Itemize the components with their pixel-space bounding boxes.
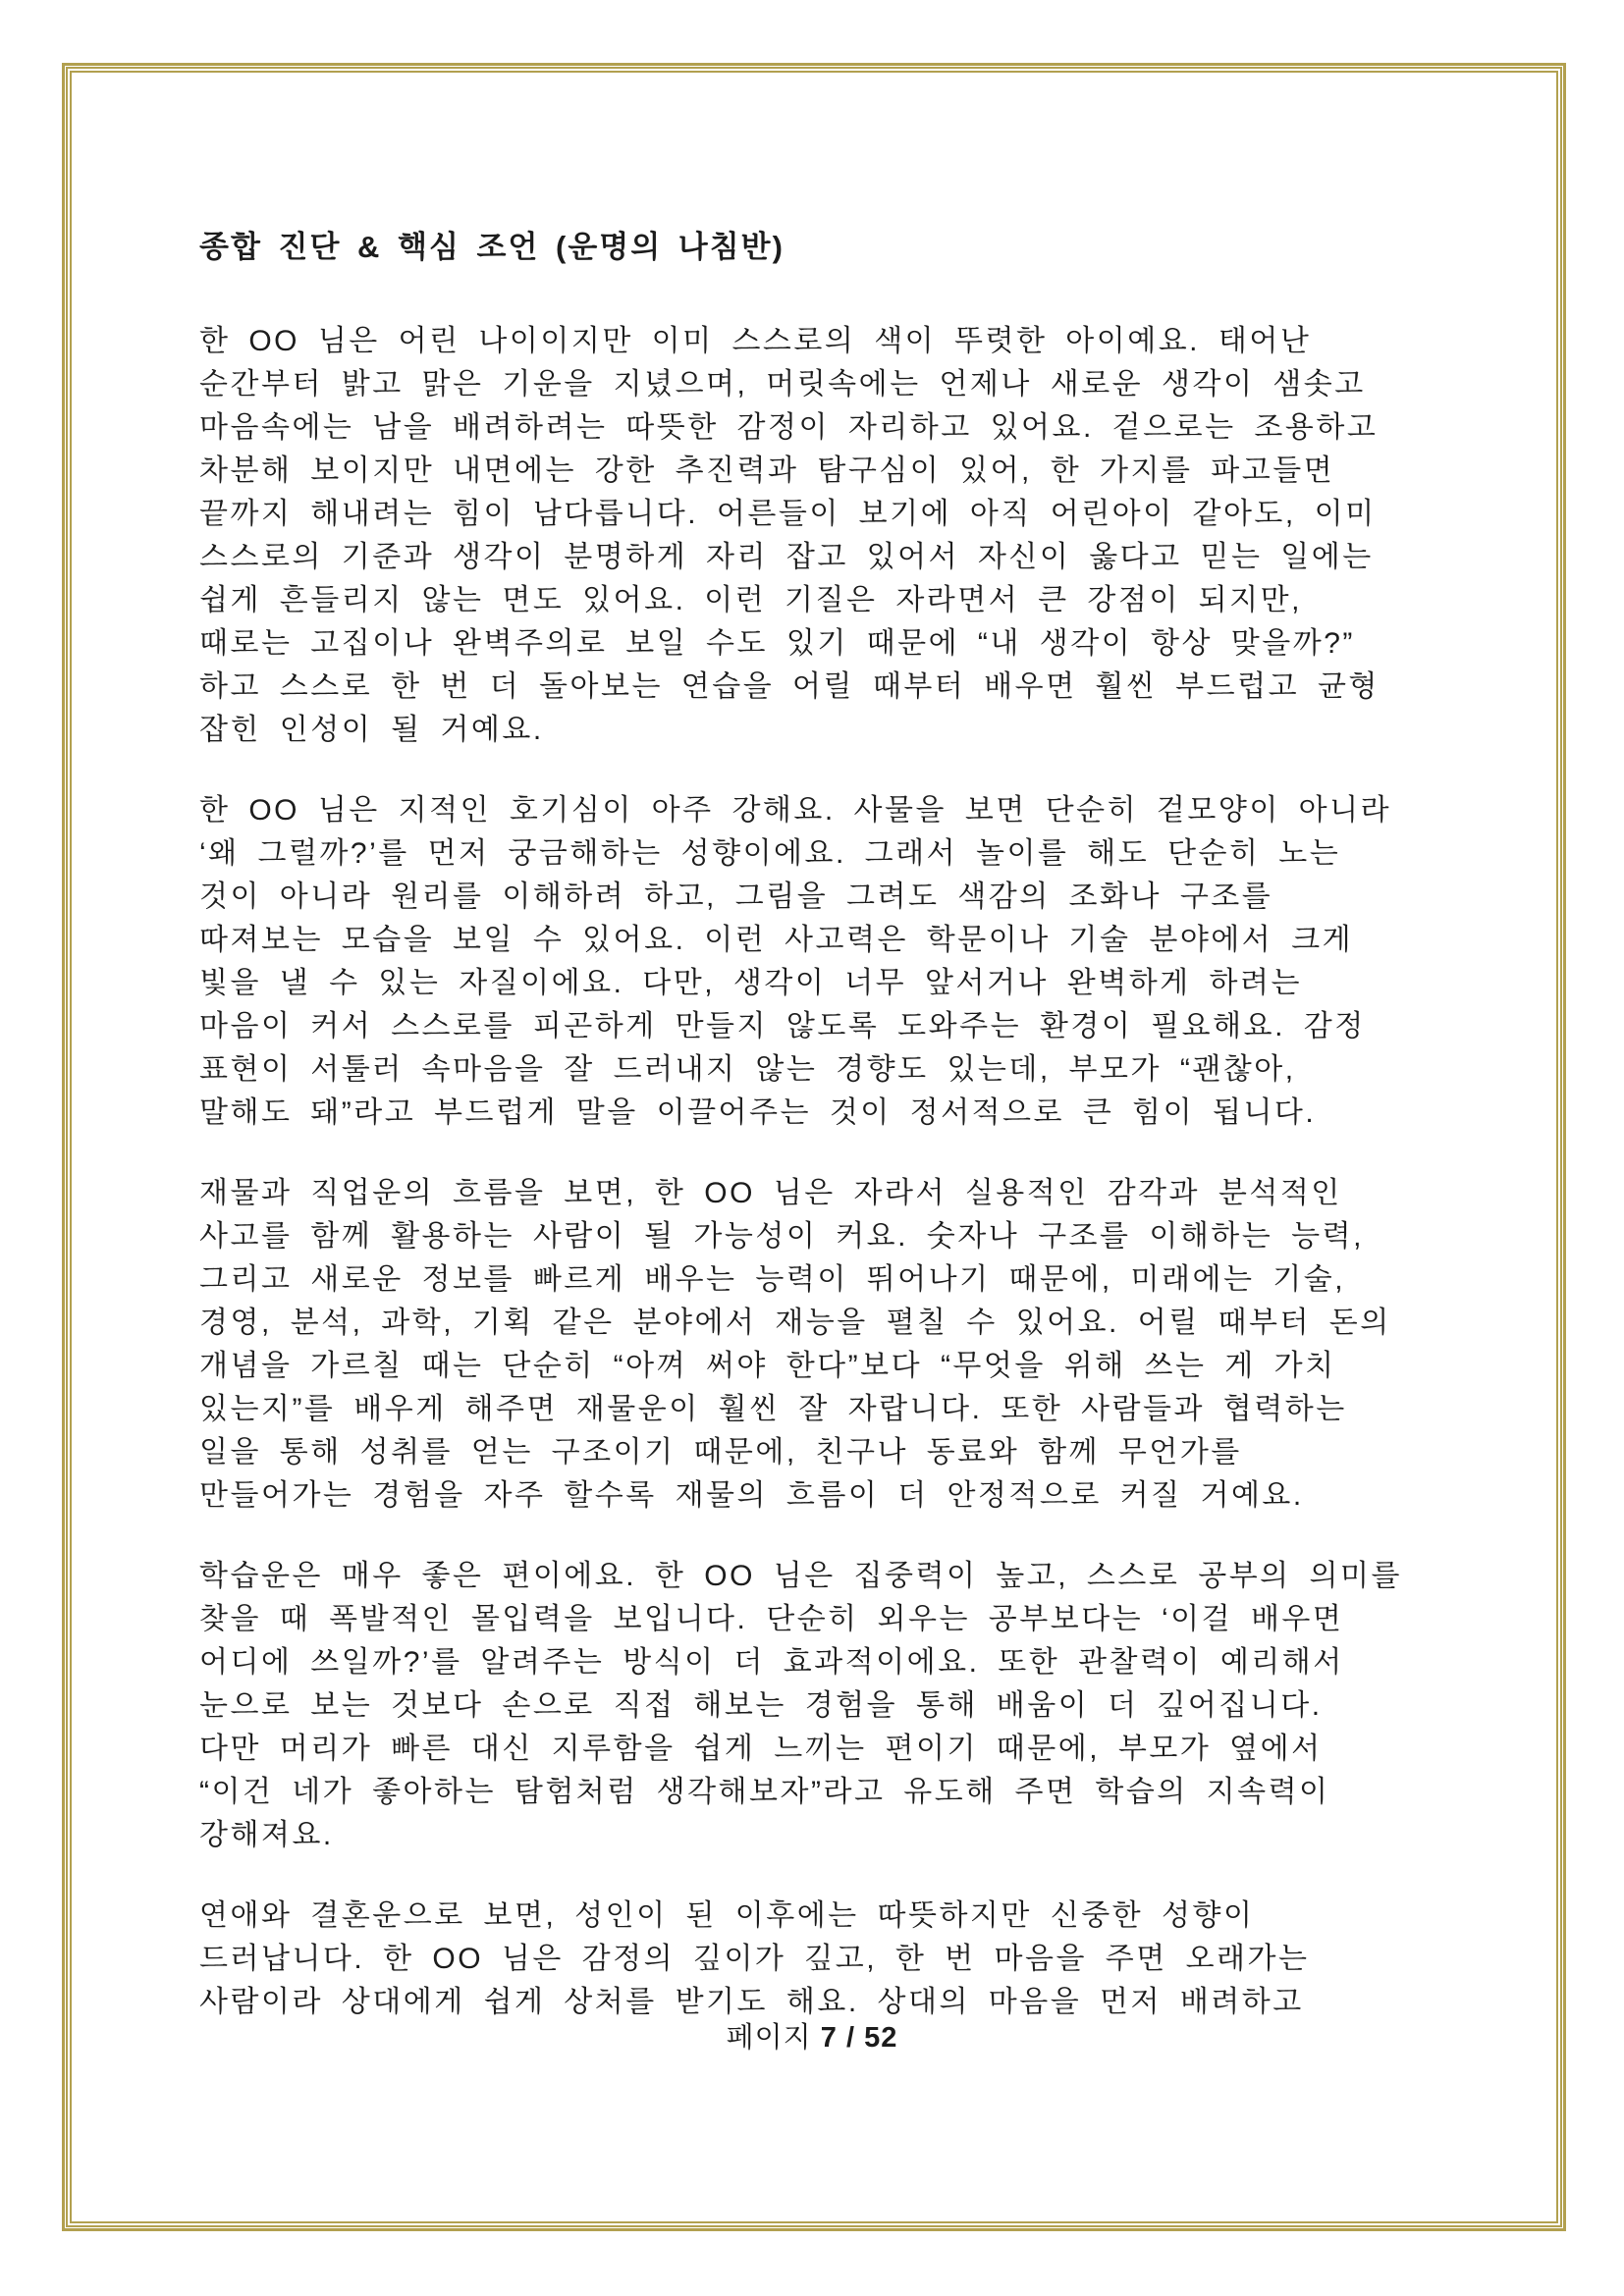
text-line: 강해져요. [199,1819,334,1851]
text-line: 한 OO 님은 어린 나이이지만 이미 스스로의 색이 뚜렷한 아이예요. 태어난 [199,325,1312,357]
text-line: 마음속에는 남을 배려하려는 따뜻한 감정이 자리하고 있어요. 겉으로는 조용하고 [199,411,1379,444]
text-line: 따져보는 모습을 보일 수 있어요. 이런 사고력은 학문이나 기술 분야에서 크게 [199,924,1354,956]
text-line: 사람이라 상대에게 쉽게 상처를 받기도 해요. 상대의 마음을 먼저 배려하고 [199,1986,1304,2018]
footer-page-number: 7 / 52 [820,2022,898,2054]
text-line: 개념을 가르칠 때는 단순히 “아껴 써야 한다”보다 “무엇을 위해 쓰는 게 가치 [199,1350,1336,1382]
text-line: 하고 스스로 한 번 더 돌아보는 연습을 어릴 때부터 배우면 훨씬 부드럽고 균형 [199,670,1380,703]
page-footer [0,2018,1624,2057]
text-line: 경영, 분석, 과학, 기획 같은 분야에서 재능을 펼칠 수 있어요. 어릴 때부터 돈의 [199,1307,1391,1339]
text-line: 학습운은 매우 좋은 편이에요. 한 OO 님은 집중력이 높고, 스스로 공부의 의미를 [199,1560,1402,1592]
text-line: 한 OO 님은 지적인 호기심이 아주 강해요. 사물을 보면 단순히 겉모양이 아니라 [199,794,1392,827]
text-line: 그리고 새로운 정보를 빠르게 배우는 능력이 뛰어나기 때문에, 미래에는 기술, [199,1263,1346,1296]
text-line: 연애와 결혼운으로 보면, 성인이 된 이후에는 따뜻하지만 신중한 성향이 [199,1899,1255,1932]
paragraph [199,320,1535,752]
text-line: 끝까지 해내려는 힘이 남다릅니다. 어른들이 보기에 아직 어린아이 같아도, 이미 [199,498,1377,530]
text-line: 일을 통해 성취를 얻는 구조이기 때문에, 친구나 동료와 함께 무언가를 [199,1436,1242,1468]
footer-label: 페이지 [726,2022,812,2054]
text-line: 말해도 돼”라고 부드럽게 말을 이끌어주는 것이 정서적으로 큰 힘이 됩니다. [199,1096,1317,1129]
paragraph [199,1172,1535,1518]
text-line: 있는지”를 배우게 해주면 재물운이 훨씬 잘 자랍니다. 또한 사람들과 협력하는 [199,1393,1347,1425]
text-line: 것이 아니라 원리를 이해하려 하고, 그림을 그려도 색감의 조화나 구조를 [199,881,1273,913]
paragraph [199,1555,1535,1857]
paragraph [199,789,1535,1135]
text-line: 스스로의 기준과 생각이 분명하게 자리 잡고 있어서 자신이 옳다고 믿는 일에는 [199,541,1374,573]
text-line: 다만 머리가 빠른 대신 지루함을 쉽게 느끼는 편이기 때문에, 부모가 옆에서 [199,1733,1323,1765]
text-line: 눈으로 보는 것보다 손으로 직접 해보는 경험을 통해 배움이 더 깊어집니다. [199,1689,1323,1722]
text-line: 잡힌 인성이 될 거예요. [199,714,544,746]
page-title: 종합 진단 & 핵심 조언 (운명의 나침반) [199,230,785,264]
paragraph [199,1895,1535,2024]
body-paragraphs [199,320,1535,2024]
text-line: 마음이 커서 스스로를 피곤하게 만들지 않도록 도와주는 환경이 필요해요. 감정 [199,1010,1366,1042]
document-content [199,226,1535,2024]
text-line: 사고를 함께 활용하는 사람이 될 가능성이 커요. 숫자나 구조를 이해하는 능력, [199,1220,1364,1253]
text-line: 쉽게 흔들리지 않는 면도 있어요. 이런 기질은 자라면서 큰 강점이 되지만, [199,584,1302,616]
text-line: 만들어가는 경험을 자주 할수록 재물의 흐름이 더 안정적으로 커질 거예요. [199,1479,1304,1512]
text-line: 표현이 서툴러 속마음을 잘 드러내지 않는 경향도 있는데, 부모가 “괜찮아, [199,1053,1296,1086]
text-line: “이건 네가 좋아하는 탐험처럼 생각해보자”라고 유도해 주면 학습의 지속력이 [199,1776,1330,1808]
text-line: 드러납니다. 한 OO 님은 감정의 깊이가 깊고, 한 번 마음을 주면 오래가는 [199,1943,1310,1975]
text-line: 찾을 때 폭발적인 몰입력을 보입니다. 단순히 외우는 공부보다는 ‘이걸 배우면 [199,1603,1344,1635]
text-line: ‘왜 그럴까?’를 먼저 궁금해하는 성향이에요. 그래서 놀이를 해도 단순히 노는 [199,837,1341,870]
text-line: 차분해 보이지만 내면에는 강한 추진력과 탐구심이 있어, 한 가지를 파고들면 [199,454,1335,487]
text-line: 때로는 고집이나 완벽주의로 보일 수도 있기 때문에 “내 생각이 항상 맞을까?” [199,627,1355,660]
text-line: 재물과 직업운의 흐름을 보면, 한 OO 님은 자라서 실용적인 감각과 분석적인 [199,1177,1342,1209]
text-line: 빛을 낼 수 있는 자질이에요. 다만, 생각이 너무 앞서거나 완벽하게 하려는 [199,967,1302,999]
text-line: 순간부터 밝고 맑은 기운을 지녔으며, 머릿속에는 언제나 새로운 생각이 샘솟고 [199,368,1366,400]
text-line: 어디에 쓰일까?’를 알려주는 방식이 더 효과적이에요. 또한 관찰력이 예리해서 [199,1646,1344,1679]
